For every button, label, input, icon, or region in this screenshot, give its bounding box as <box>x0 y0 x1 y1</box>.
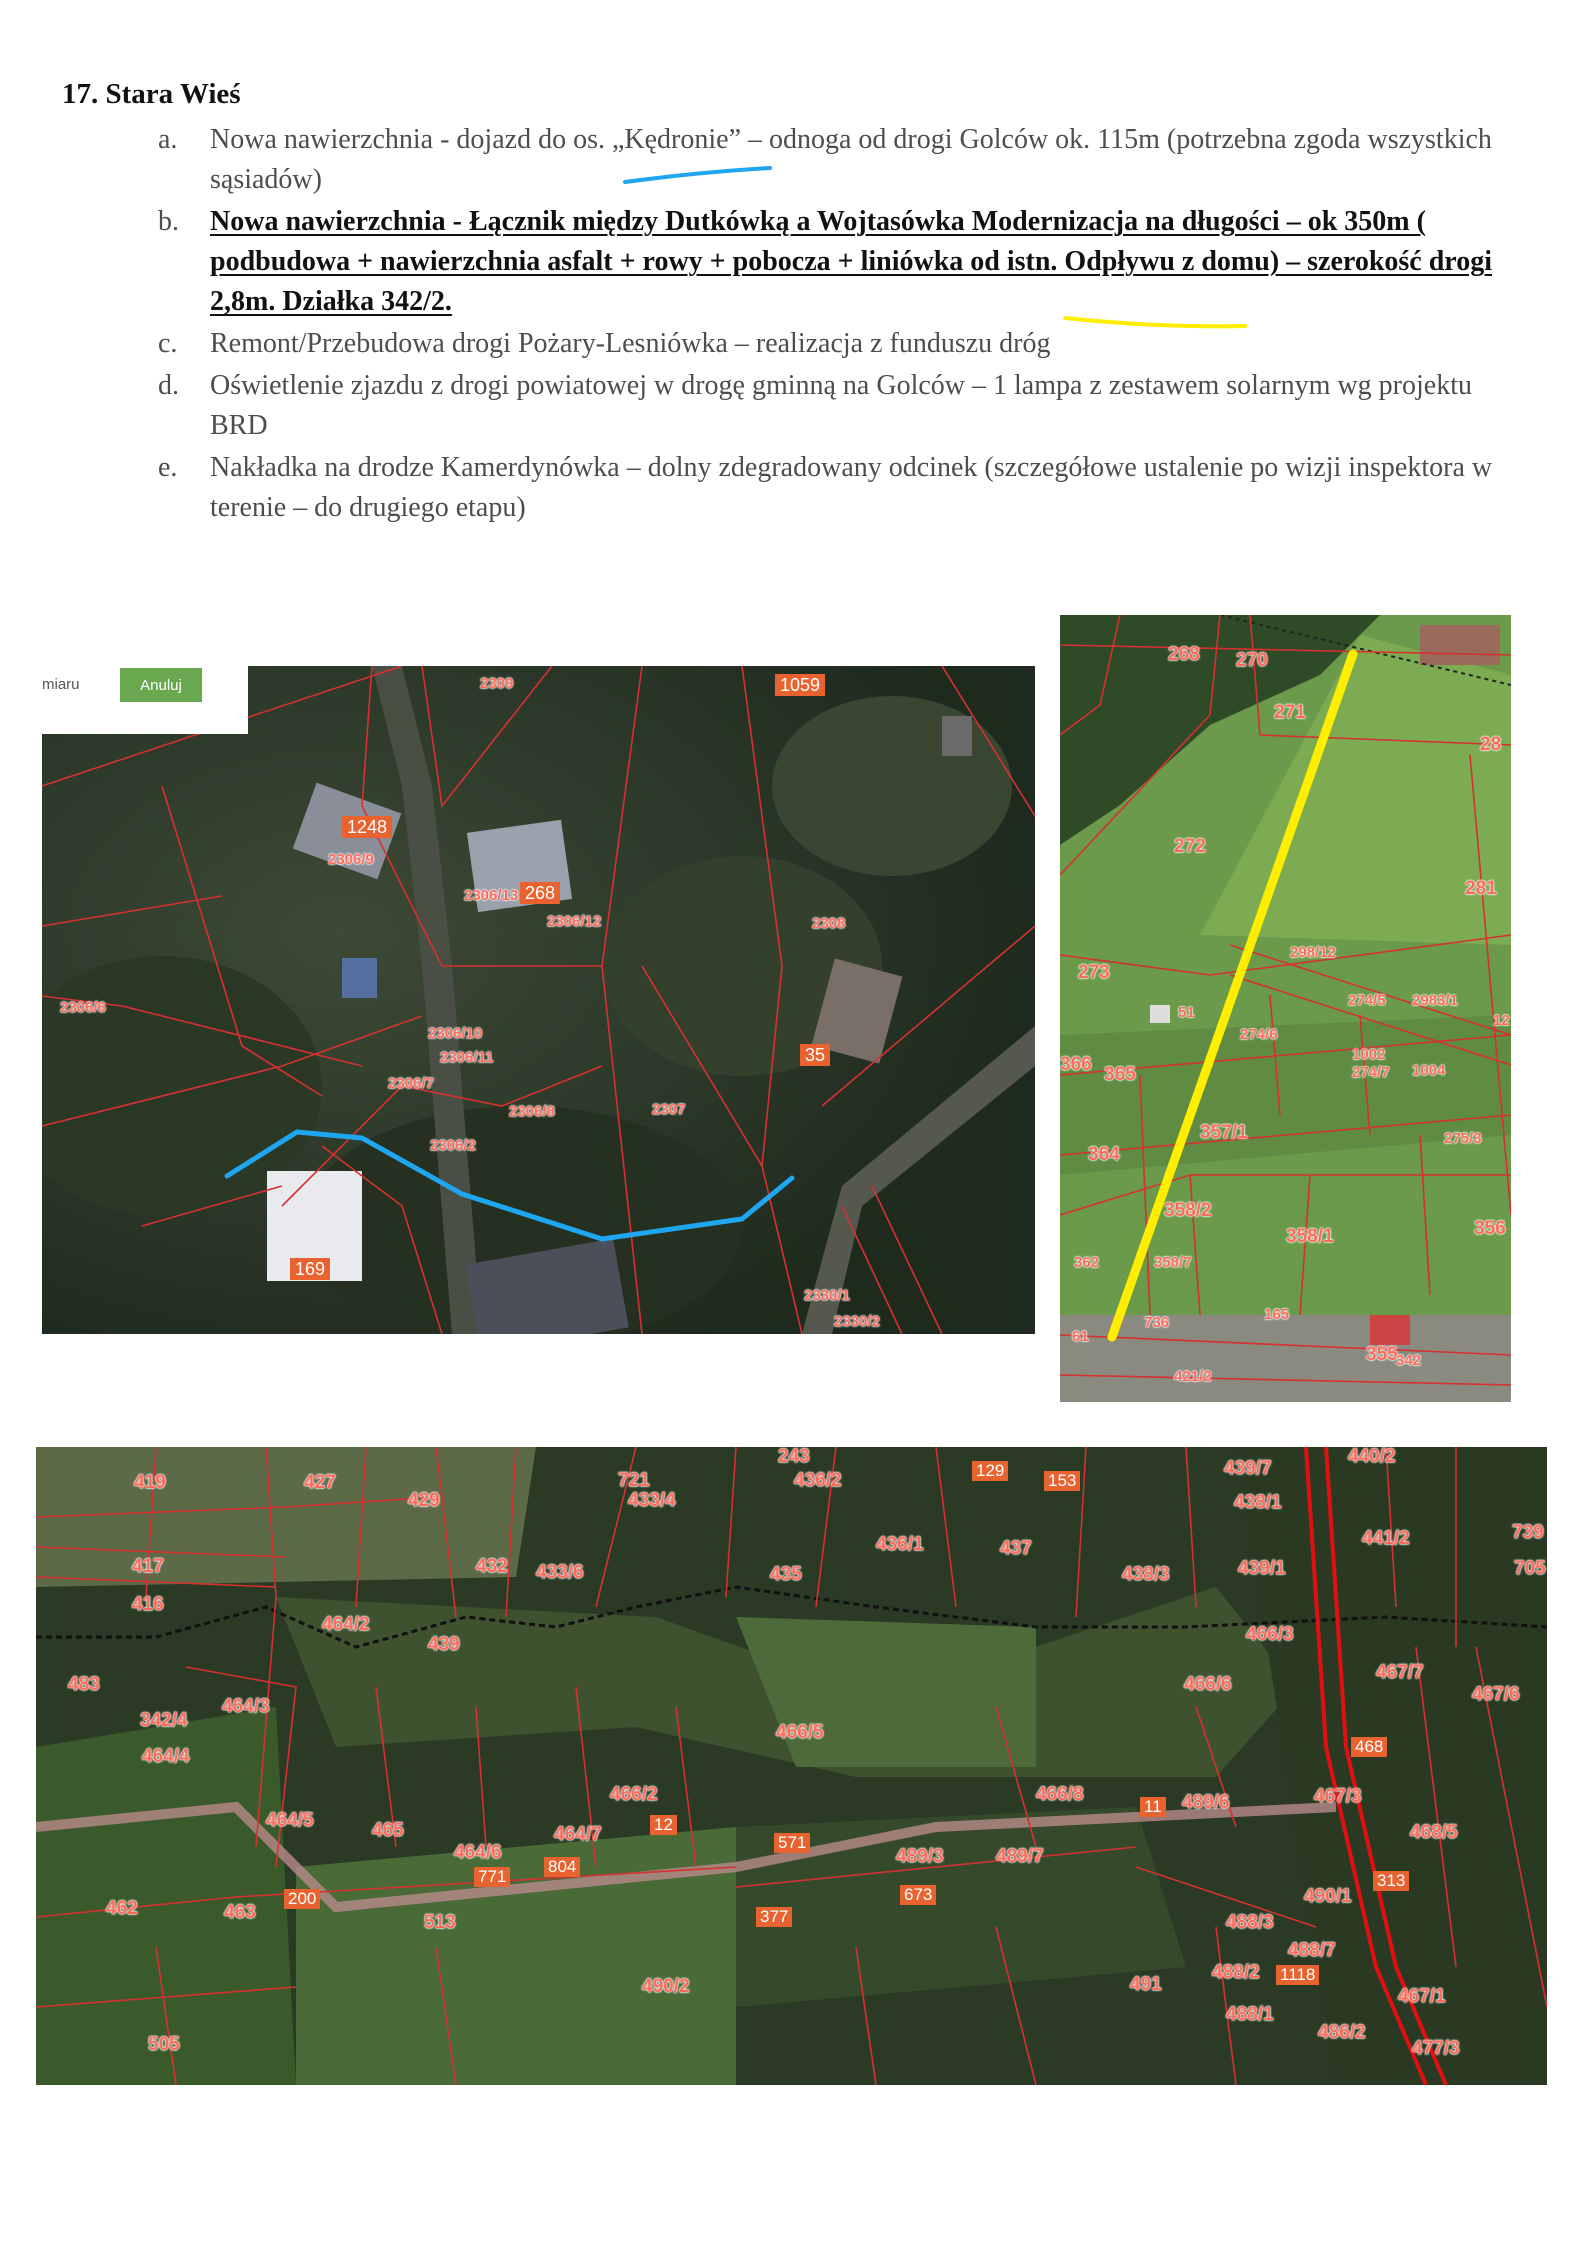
item-c <box>158 324 1528 364</box>
parcel-label: 441/2 <box>1362 1528 1410 1549</box>
parcel-label: 438/1 <box>1234 1492 1282 1513</box>
parcel-label: 440/2 <box>1348 1447 1396 1467</box>
item-e <box>158 448 1528 528</box>
parcel-label: 274/5 <box>1348 992 1386 1009</box>
parcel-badge: 771 <box>474 1867 510 1887</box>
parcel-label: 464/5 <box>266 1810 314 1831</box>
parcel-label: 433/4 <box>628 1490 676 1511</box>
parcel-label: 1002 <box>1352 1046 1386 1063</box>
map-kamerdynowka <box>36 1447 1547 2085</box>
map-kedronie <box>42 666 1035 1334</box>
parcel-label: 358/7 <box>1154 1254 1192 1271</box>
parcel-badge: 673 <box>900 1885 936 1905</box>
map-dutkowka <box>1060 615 1511 1402</box>
item-text: Nowa nawierzchnia - dojazd do os. „Kędronie” – odnoga od drogi Golców ok. 115m (potrzebna zgoda wszystkich sąsiadów) <box>210 124 1492 195</box>
parcel-label: 736 <box>1144 1314 1170 1331</box>
parcel-label: 439/1 <box>1238 1558 1286 1579</box>
parcel-label: 362 <box>1074 1254 1100 1271</box>
parcel-label: 1004 <box>1412 1062 1446 1079</box>
map-kamerdynowka-imagery <box>36 1447 1547 2085</box>
parcel-badge: 468 <box>1351 1737 1387 1757</box>
parcel-label: 439 <box>428 1634 460 1655</box>
item-text: Remont/Przebudowa drogi Pożary-Lesniówka – realizacja z funduszu dróg <box>210 328 1051 359</box>
parcel-label: 12 <box>1493 1012 1510 1029</box>
parcel-label: 2309 <box>480 675 514 692</box>
parcel-label: 465 <box>372 1820 404 1841</box>
parcel-badge: 804 <box>544 1857 580 1877</box>
parcel-label: 468/5 <box>1410 1822 1458 1843</box>
parcel-label: 467/3 <box>1314 1786 1362 1807</box>
parcel-badge: 313 <box>1373 1871 1409 1891</box>
parcel-label: 342/4 <box>140 1710 188 1731</box>
parcel-label: 489/7 <box>996 1846 1044 1867</box>
parcel-label: 2306/2 <box>430 1137 476 1154</box>
parcel-label: 435 <box>770 1564 802 1585</box>
parcel-badge: 377 <box>756 1907 792 1927</box>
parcel-label: 2306/6 <box>60 999 106 1016</box>
parcel-label: 268 <box>1168 644 1200 665</box>
parcel-label: 2308 <box>812 915 846 932</box>
parcel-label: 272 <box>1174 836 1206 857</box>
parcel-label: 462 <box>106 1898 138 1919</box>
parcel-label: 2306/9 <box>328 851 374 868</box>
measure-panel <box>42 666 248 734</box>
item-text: Nakładka na drodze Kamerdynówka – dolny zdegradowany odcinek (szczegółowe ustalenie po wizji inspektora w terenie – do drugiego etapu) <box>210 452 1493 523</box>
parcel-label: 357/1 <box>1200 1122 1248 1143</box>
item-b <box>158 202 1528 322</box>
parcel-label: 2330/1 <box>804 1287 850 1304</box>
parcel-label: 490/1 <box>1304 1886 1352 1907</box>
parcel-label: 464/6 <box>454 1842 502 1863</box>
parcel-badge: 1248 <box>342 816 392 838</box>
parcel-label: 705 <box>1514 1558 1546 1579</box>
parcel-label: 466/6 <box>1184 1674 1232 1695</box>
parcel-label: 488/7 <box>1288 1940 1336 1961</box>
parcel-label: 358/1 <box>1286 1226 1334 1247</box>
item-marker: d. <box>158 370 179 401</box>
item-list <box>158 120 1528 530</box>
parcel-label: 416 <box>132 1594 164 1615</box>
parcel-label: 488/3 <box>1226 1912 1274 1933</box>
parcel-label: 436/2 <box>794 1470 842 1491</box>
parcel-label: 464/4 <box>142 1746 190 1767</box>
parcel-label: 2307 <box>652 1101 686 1118</box>
parcel-label: 243 <box>778 1447 810 1467</box>
item-marker: c. <box>158 328 178 359</box>
cancel-button[interactable]: Anuluj <box>120 668 202 702</box>
parcel-label: 488/1 <box>1226 2004 1274 2025</box>
parcel-label: 437 <box>1000 1538 1032 1559</box>
parcel-label: 366 <box>1060 1054 1092 1075</box>
parcel-label: 429 <box>408 1490 440 1511</box>
parcel-label: 466/2 <box>610 1784 658 1805</box>
parcel-badge: 169 <box>290 1258 330 1280</box>
parcel-label: 739 <box>1512 1522 1544 1543</box>
parcel-label: 489/6 <box>1182 1792 1230 1813</box>
parcel-label: 417 <box>132 1556 164 1577</box>
parcel-label: 467/6 <box>1472 1684 1520 1705</box>
parcel-label: 433/6 <box>536 1562 584 1583</box>
parcel-label: 483 <box>68 1674 100 1695</box>
item-d <box>158 366 1528 446</box>
parcel-label: 298/12 <box>1290 944 1336 961</box>
item-text: Oświetlenie zjazdu z drogi powiatowej w drogę gminną na Golców – 1 lampa z zestawem solarnym wg projektu BRD <box>210 370 1472 441</box>
parcel-label: 355 <box>1366 1344 1398 1365</box>
parcel-label: 421/2 <box>1174 1368 1212 1385</box>
parcel-label: 466/3 <box>1246 1624 1294 1645</box>
parcel-label: 342 <box>1396 1352 1422 1369</box>
parcel-label: 364 <box>1088 1144 1120 1165</box>
parcel-label: 491 <box>1130 1974 1162 1995</box>
parcel-label: 466/5 <box>776 1722 824 1743</box>
parcel-label: 488/2 <box>1212 1962 1260 1983</box>
parcel-label: 51 <box>1178 1004 1195 1021</box>
item-marker: a. <box>158 124 178 155</box>
parcel-label: 2306/10 <box>428 1025 483 1042</box>
parcel-label: 2306/11 <box>440 1049 494 1066</box>
parcel-label: 438/3 <box>1122 1564 1170 1585</box>
parcel-badge: 12 <box>650 1815 677 1835</box>
parcel-label: 467/7 <box>1376 1662 1424 1683</box>
parcel-badge: 571 <box>774 1833 810 1853</box>
item-text: Nowa nawierzchnia - Łącznik między Dutkówką a Wojtasówka Modernizacja na długości – ok 350m ( podbudowa + nawierzchnia asfalt + rowy + pobocza + liniówka od istn. Odpływu z domu) – szerokość drogi 2,8m. Działka 342/2. <box>210 206 1492 317</box>
parcel-label: 281 <box>1465 878 1497 899</box>
parcel-label: 436/1 <box>876 1534 924 1555</box>
parcel-label: 2306/12 <box>547 913 602 930</box>
parcel-badge: 129 <box>972 1461 1008 1481</box>
parcel-label: 427 <box>304 1472 336 1493</box>
parcel-label: 489/3 <box>896 1846 944 1867</box>
parcel-label: 273 <box>1078 962 1110 983</box>
parcel-label: 505 <box>148 2034 180 2055</box>
parcel-label: 356 <box>1474 1218 1506 1239</box>
section-heading: 17. Stara Wieś <box>62 78 241 110</box>
measure-panel-text: miaru <box>42 676 80 693</box>
parcel-label: 28 <box>1480 734 1502 755</box>
parcel-label: 490/2 <box>642 1976 690 1997</box>
item-marker: e. <box>158 452 178 483</box>
item-marker: b. <box>158 206 179 237</box>
parcel-label: 463 <box>224 1902 256 1923</box>
parcel-label: 419 <box>134 1472 166 1493</box>
parcel-label: 2306/13 <box>464 887 519 904</box>
parcel-badge: 1059 <box>775 674 825 696</box>
parcel-label: 365 <box>1104 1064 1136 1085</box>
parcel-label: 477/3 <box>1412 2038 1460 2059</box>
parcel-label: 358/2 <box>1164 1200 1212 1221</box>
map-kedronie-imagery <box>42 666 1035 1334</box>
parcel-label: 432 <box>476 1556 508 1577</box>
parcel-label: 721 <box>618 1470 650 1491</box>
parcel-label: 486/2 <box>1318 2022 1366 2043</box>
parcel-label: 2983/1 <box>1412 992 1458 1009</box>
parcel-label: 275/3 <box>1444 1130 1482 1147</box>
parcel-badge: 153 <box>1044 1471 1080 1491</box>
item-a <box>158 120 1528 200</box>
parcel-label: 464/3 <box>222 1696 270 1717</box>
parcel-label: 270 <box>1236 650 1268 671</box>
parcel-label: 274/7 <box>1352 1064 1390 1081</box>
parcel-label: 61 <box>1072 1328 1089 1345</box>
parcel-label: 464/7 <box>554 1824 602 1845</box>
parcel-badge: 35 <box>800 1044 830 1066</box>
parcel-label: 466/8 <box>1036 1784 1084 1805</box>
parcel-label: 2306/8 <box>509 1103 555 1120</box>
parcel-badge: 200 <box>284 1889 320 1909</box>
parcel-label: 513 <box>424 1912 456 1933</box>
parcel-label: 2306/7 <box>388 1075 434 1092</box>
parcel-label: 464/2 <box>322 1614 370 1635</box>
parcel-label: 467/1 <box>1398 1986 1446 2007</box>
parcel-label: 439/7 <box>1224 1458 1272 1479</box>
parcel-badge: 1118 <box>1276 1965 1319 1985</box>
parcel-label: 165 <box>1264 1306 1290 1323</box>
parcel-label: 274/6 <box>1240 1026 1278 1043</box>
parcel-label: 271 <box>1274 702 1306 723</box>
parcel-label: 2330/2 <box>834 1313 880 1330</box>
parcel-badge: 11 <box>1140 1797 1166 1817</box>
parcel-badge: 268 <box>520 882 560 904</box>
